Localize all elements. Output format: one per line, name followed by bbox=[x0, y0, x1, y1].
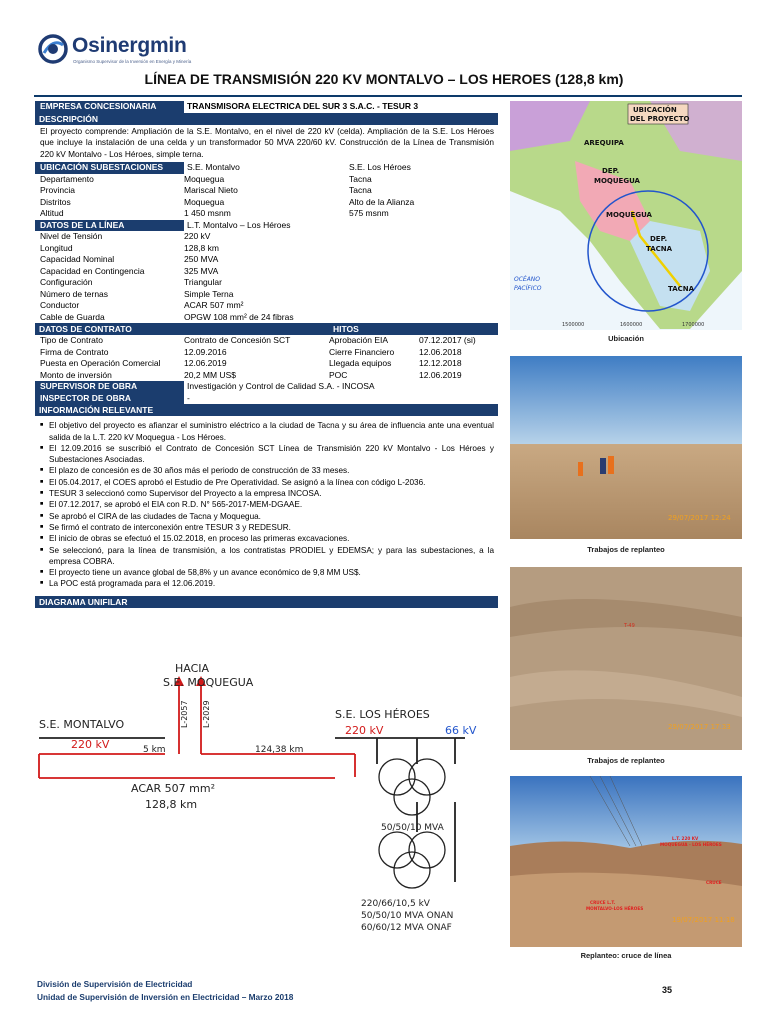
ubicacion-rows bbox=[35, 174, 498, 220]
cell: Moquegua bbox=[184, 173, 225, 184]
cell: Mariscal Nieto bbox=[184, 185, 238, 196]
empresa-value: TRANSMISORA ELECTRICA DEL SUR 3 S.A.C. - TESUR 3 bbox=[187, 101, 419, 111]
table-row bbox=[35, 289, 498, 301]
photo-label-3: CRUCE L.T. bbox=[590, 900, 616, 905]
logo-name: Osinergmin bbox=[72, 34, 187, 57]
table-row bbox=[35, 185, 498, 197]
list-item: ■ Se firmó el contrato de interconexión entre TESUR 3 y REDESUR. bbox=[40, 522, 494, 533]
kv-66: 66 kV bbox=[445, 724, 477, 737]
table-row bbox=[35, 243, 498, 255]
cell: Monto de inversión bbox=[40, 369, 112, 380]
list-item: ■ Se aprobó el CIRA de las ciudades de Tacna y Moquegua. bbox=[40, 511, 494, 522]
kv-220-left: 220 kV bbox=[71, 738, 110, 751]
map-tick-3: 1700000 bbox=[682, 322, 705, 328]
cell: Capacidad Nominal bbox=[40, 254, 115, 265]
cell: Cable de Guarda bbox=[40, 311, 105, 322]
title-rule bbox=[34, 95, 742, 97]
kv-220-right: 220 kV bbox=[345, 724, 384, 737]
ubicacion-header bbox=[35, 162, 498, 174]
cell: Capacidad en Contingencia bbox=[40, 265, 145, 276]
hacia-label-1: HACIA bbox=[175, 662, 210, 675]
single-line-diagram bbox=[35, 642, 498, 969]
diagram-labels bbox=[39, 662, 477, 933]
list-item: ■ El proyecto tiene un avance global de 58,8% y un avance económico de 9,8 MM US$. bbox=[40, 567, 494, 578]
caption-cruce-linea: Replanteo: cruce de línea bbox=[580, 951, 672, 960]
tr-rating-3: 60/60/12 MVA ONAF bbox=[361, 923, 452, 933]
caption-replanteo-2: Trabajos de replanteo bbox=[587, 756, 665, 765]
cell: 07.12.2017 (si) bbox=[419, 335, 476, 346]
list-item: ■ El inicio de obras se efectuó el 15.02.2018, en proceso las primeras excavaciones. bbox=[40, 533, 494, 544]
supervisor-label: SUPERVISOR DE OBRA bbox=[35, 381, 184, 393]
cell: Conductor bbox=[40, 300, 80, 311]
cell: ACAR 507 mm² bbox=[184, 300, 244, 311]
cell: 325 MVA bbox=[184, 265, 219, 276]
list-item: ■ El plazo de concesión es de 30 años más el periodo de construcción de 33 meses. bbox=[40, 465, 494, 476]
map-dep-moq-2: MOQUEGUA bbox=[594, 177, 640, 185]
se-heroes-label: S.E. LOS HÉROES bbox=[335, 708, 430, 721]
inspector-label: INSPECTOR DE OBRA bbox=[35, 393, 184, 405]
table-row bbox=[35, 254, 498, 266]
ubicacion-col1: S.E. Montalvo bbox=[187, 162, 240, 173]
cell: Departamento bbox=[40, 173, 94, 184]
table-row bbox=[35, 300, 498, 312]
cell: Número de ternas bbox=[40, 288, 109, 299]
footer-line-1: División de Supervisión de Electricidad bbox=[37, 979, 193, 989]
logo-subtitle: Organismo Supervisor de la Inversión en Energía y Minería bbox=[73, 59, 192, 64]
cell: Distritos bbox=[40, 196, 71, 207]
ubicacion-label: UBICACIÓN SUBESTACIONES bbox=[35, 162, 184, 174]
map-tick-2: 1600000 bbox=[620, 322, 643, 328]
supervisor-row bbox=[35, 381, 498, 393]
informacion-header: INFORMACIÓN RELEVANTE bbox=[35, 404, 498, 416]
len-label: 128,8 km bbox=[145, 798, 198, 811]
cell: 250 MVA bbox=[184, 254, 219, 265]
cell: 575 msnm bbox=[349, 208, 389, 219]
supervisor-value: Investigación y Control de Calidad S.A. - INCOSA bbox=[187, 381, 375, 392]
map-oceano-1: OCÉANO bbox=[514, 276, 541, 283]
list-item: ■ La POC está programada para el 12.06.2019. bbox=[40, 578, 494, 589]
empresa-row bbox=[35, 101, 498, 113]
cell: 20,2 MM US$ bbox=[184, 369, 236, 380]
cell: Simple Terna bbox=[184, 288, 234, 299]
km5-label: 5 km bbox=[143, 745, 166, 755]
map-banner-2: DEL PROYECTO bbox=[630, 115, 690, 123]
photo-timestamp: 29/07/2017 17:33 bbox=[668, 723, 731, 731]
photo-timestamp: 19/07/2017 11:18 bbox=[672, 916, 735, 924]
table-row bbox=[35, 174, 498, 186]
linea-label: DATOS DE LA LÍNEA bbox=[35, 220, 184, 232]
footer-line-2: Unidad de Supervisión de Inversión en Electricidad – Marzo 2018 bbox=[37, 992, 294, 1002]
caption-ubicacion: Ubicación bbox=[608, 334, 644, 343]
cell: Tacna bbox=[349, 173, 372, 184]
osinergmin-logo bbox=[38, 32, 238, 68]
map-tick-1: 1500000 bbox=[562, 322, 585, 328]
linea-header bbox=[35, 220, 498, 232]
empresa-label: EMPRESA CONCESIONARIA bbox=[35, 101, 184, 113]
cell: 12.06.2018 bbox=[419, 346, 462, 357]
linea-name: L.T. Montalvo – Los Héroes bbox=[187, 219, 291, 230]
cell: Llegada equipos bbox=[329, 358, 392, 369]
list-item: ■ TESUR 3 seleccionó como Supervisor del Proyecto a la empresa INCOSA. bbox=[40, 488, 494, 499]
cell: 128,8 km bbox=[184, 242, 219, 253]
l2057-label: L-2057 bbox=[180, 700, 189, 728]
location-map bbox=[510, 101, 742, 330]
table-row bbox=[35, 312, 498, 324]
page-number: 35 bbox=[662, 985, 673, 995]
cell: Firma de Contrato bbox=[40, 346, 109, 357]
list-item: ■ El 05.04.2017, el COES aprobó el Estudio de Pre Operatividad. Se asignó a la línea con código L-2036. bbox=[40, 477, 494, 488]
list-item: ■ El 07.12.2017, se aprobó el EIA con R.D. N° 565-2017-MEM-DGAAE. bbox=[40, 499, 494, 510]
cell: Nivel de Tensión bbox=[40, 231, 103, 242]
inspector-row bbox=[35, 393, 498, 405]
line-codes bbox=[180, 700, 211, 728]
map-arequipa: AREQUIPA bbox=[584, 139, 624, 147]
cell: Provincia bbox=[40, 185, 75, 196]
linea-rows bbox=[35, 231, 498, 323]
contrato-header bbox=[35, 323, 498, 335]
cell: Configuración bbox=[40, 277, 93, 288]
osinergmin-logo-icon bbox=[38, 34, 68, 64]
cell: 12.09.2016 bbox=[184, 346, 227, 357]
table-row bbox=[35, 358, 498, 370]
cell: Moquegua bbox=[184, 196, 225, 207]
hitos-label: HITOS bbox=[333, 324, 359, 335]
cell: 12.06.2019 bbox=[419, 369, 462, 380]
project-sheet bbox=[35, 101, 498, 608]
hacia-label-2: S.E. MOQUEGUA bbox=[163, 676, 254, 689]
photo-replanteo-2 bbox=[510, 567, 742, 750]
cell: Altitud bbox=[40, 208, 64, 219]
map-banner-1: UBICACIÓN bbox=[633, 106, 677, 114]
l2029-label: L-2029 bbox=[202, 700, 211, 728]
cell: 220 kV bbox=[184, 231, 211, 242]
table-row bbox=[35, 208, 498, 220]
caption-replanteo-1: Trabajos de replanteo bbox=[587, 545, 665, 554]
page-title: LÍNEA DE TRANSMISIÓN 220 KV MONTALVO – LOS HEROES (128,8 km) bbox=[144, 71, 624, 87]
photo-mark: T-49 bbox=[624, 623, 635, 629]
map-moquegua: MOQUEGUA bbox=[606, 211, 652, 219]
table-row bbox=[35, 335, 498, 347]
map-tacna: TACNA bbox=[668, 285, 695, 293]
cell: 1 450 msnm bbox=[184, 208, 231, 219]
km124-label: 124,38 km bbox=[255, 745, 304, 755]
table-row bbox=[35, 266, 498, 278]
cell: POC bbox=[329, 369, 348, 380]
photo-label-4: MONTALVO-LOS HÉROES bbox=[586, 906, 644, 911]
cell: Puesta en Operación Comercial bbox=[40, 358, 161, 369]
se-montalvo-label: S.E. MONTALVO bbox=[39, 718, 125, 731]
cell: Cierre Financiero bbox=[329, 346, 395, 357]
map-ticks bbox=[562, 322, 704, 328]
table-row bbox=[35, 347, 498, 359]
tr-rating-1: 220/66/10,5 kV bbox=[361, 899, 430, 909]
cell: 12.12.2018 bbox=[419, 358, 462, 369]
cell: Contrato de Concesión SCT bbox=[184, 335, 291, 346]
photo-label-2: MOQUEGUA - LOS HÉROES bbox=[660, 842, 722, 847]
map-dep-tac-1: DEP. bbox=[650, 235, 668, 243]
photo-label-5: CRUCE bbox=[706, 880, 722, 885]
cell: Aprobación EIA bbox=[329, 335, 389, 346]
photo-replanteo-1 bbox=[510, 356, 742, 539]
list-item: ■ Se seleccionó, para la línea de transmisión, a los contratistas PRODIEL y EDEMSA; y para las subestaciones, a la empresa COBRA. bbox=[40, 545, 494, 568]
table-row bbox=[35, 277, 498, 289]
cell: Alto de la Alianza bbox=[349, 196, 415, 207]
page-footer bbox=[37, 978, 293, 1004]
table-row bbox=[35, 231, 498, 243]
map-dep-tac-2: TACNA bbox=[646, 245, 673, 253]
cell: Triangular bbox=[184, 277, 222, 288]
contrato-rows bbox=[35, 335, 498, 381]
list-item: ■ El 12.09.2016 se suscribió el Contrato de Concesión SCT Línea de Transmisión 220 kV Montalvo - Los Héroes y Subestaciones Asociadas. bbox=[40, 443, 494, 466]
inspector-value: - bbox=[187, 392, 190, 403]
photo-timestamp: 29/07/2017 12:24 bbox=[668, 514, 731, 522]
cell: 12.06.2019 bbox=[184, 358, 227, 369]
cell: Tacna bbox=[349, 185, 372, 196]
diagrama-header: DIAGRAMA UNIFILAR bbox=[35, 596, 498, 608]
acar-label: ACAR 507 mm² bbox=[131, 782, 216, 795]
ground bbox=[510, 444, 742, 539]
list-item: ■ El objetivo del proyecto es afianzar el suministro eléctrico a la ciudad de Tacna y su área de influencia ante una eventual salida de la L.T. 220 kV Moquegua - Los Héroes. bbox=[40, 420, 494, 443]
descripcion-header: DESCRIPCIÓN bbox=[35, 113, 498, 125]
tr-rating-2: 50/50/10 MVA ONAN bbox=[361, 911, 454, 921]
map-oceano-2: PACÍFICO bbox=[514, 285, 542, 292]
cell: OPGW 108 mm² de 24 fibras bbox=[184, 311, 294, 322]
descripcion-text: El proyecto comprende: Ampliación de la S.E. Montalvo, en el nivel de 220 kV (celda). Ampliación de la S.E. Los Héroes que incluye la instalación de una celda y un transformador 50 MVA 220/60 kV. Construcción de la Línea de Transmisión 220 kV Montalvo - Los Héroes, simple terna. bbox=[40, 125, 494, 159]
contrato-label: DATOS DE CONTRATO bbox=[39, 324, 132, 335]
ubicacion-col2: S.E. Los Héroes bbox=[349, 162, 411, 173]
map-dep-moq-1: DEP. bbox=[602, 167, 620, 175]
sky bbox=[510, 356, 742, 446]
photo-cruce-linea bbox=[510, 776, 742, 947]
table-row bbox=[35, 370, 498, 382]
mva-top: 50/50/10 MVA bbox=[381, 823, 444, 833]
informacion-list bbox=[35, 416, 498, 595]
photo-label-1: L.T. 220 KV bbox=[672, 836, 699, 841]
table-row bbox=[35, 197, 498, 209]
cell: Tipo de Contrato bbox=[40, 335, 103, 346]
cell: Longitud bbox=[40, 242, 73, 253]
